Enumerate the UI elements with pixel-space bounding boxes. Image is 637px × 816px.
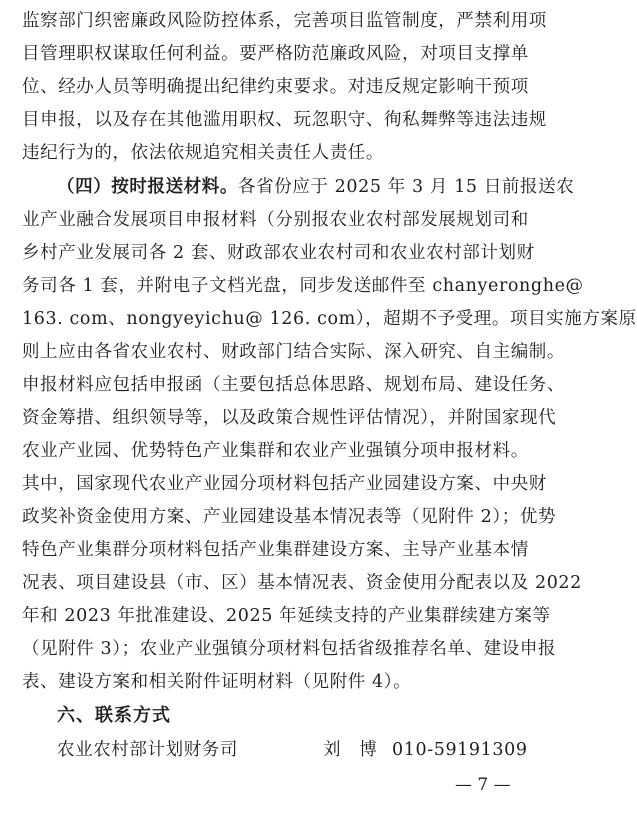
paragraph-line: 目申报，以及存在其他滥用职权、玩忽职守、徇私舞弊等违法违规: [22, 110, 547, 130]
paragraph-line: 农业产业园、优势特色产业集群和农业产业强镇分项申报材料。: [22, 441, 529, 461]
paragraph-line: 申报材料应包括申报函（主要包括总体思路、规划布局、建设任务、: [22, 375, 565, 395]
paragraph-line: 表、建设方案和相关附件证明材料（见附件 4）。: [22, 672, 412, 692]
section-4-first-line-text: 各省份应于 2025 年 3 月 15 日前报送农: [238, 177, 575, 197]
contact-person: 刘 博: [323, 740, 378, 760]
paragraph-line: 资金筹措、组织领导等，以及政策合规性评估情况），并附国家现代: [22, 408, 557, 428]
section-4-first-line: [57, 172, 575, 202]
paragraph-line: 务司各 1 套，并附电子文档光盘，同步发送邮件至 chanyeronghe@: [22, 276, 584, 296]
contact-phone: 010-59191309: [392, 740, 528, 760]
section-4-title: （四）按时报送材料。: [57, 177, 238, 197]
paragraph-line: 则上应由各省农业农村、财政部门结合实际、深入研究、自主编制。: [22, 342, 565, 362]
paragraph-line: 违纪行为的，依法依规追究相关责任人责任。: [22, 143, 384, 163]
section-6-heading: 六、联系方式: [57, 705, 171, 726]
paragraph-line: 163. com、nongyeyichu@ 126. com），超期不予受理。项目实施方案原: [22, 309, 637, 329]
paragraph-line: 乡村产业发展司各 2 套、财政部农业农村司和农业农村部计划财: [22, 243, 535, 263]
paragraph-line: 业产业融合发展项目申报材料（分别报农业农村部发展规划司和: [22, 210, 529, 230]
paragraph-line: 况表、项目建设县（市、区）基本情况表、资金使用分配表以及 2022: [22, 573, 582, 593]
contact-department: 农业农村部计划财务司: [57, 740, 238, 760]
paragraph-line: 政奖补资金使用方案、产业园建设基本情况表等（见附件 2）；优势: [22, 507, 557, 527]
paragraph-line: 监察部门织密廉政风险防控体系，完善项目监管制度，严禁利用项: [22, 11, 547, 31]
paragraph-line: 位、经办人员等明确提出纪律约束要求。对违反规定影响干预项: [22, 77, 529, 97]
paragraph-line: 其中，国家现代农业产业园分项材料包括产业园建设方案、中央财: [22, 474, 547, 494]
paragraph-line: 特色产业集群分项材料包括产业集群建设方案、主导产业基本情: [22, 540, 529, 560]
paragraph-line: （见附件 3）；农业产业强镇分项材料包括省级推荐名单、建设申报: [22, 639, 557, 659]
paragraph-line: 年和 2023 年批准建设、2025 年延续支持的产业集群续建方案等: [22, 606, 551, 626]
paragraph-line: 目管理职权谋取任何利益。要严格防范廉政风险，对项目支撑单: [22, 44, 529, 64]
page-number: — 7 —: [455, 775, 511, 795]
